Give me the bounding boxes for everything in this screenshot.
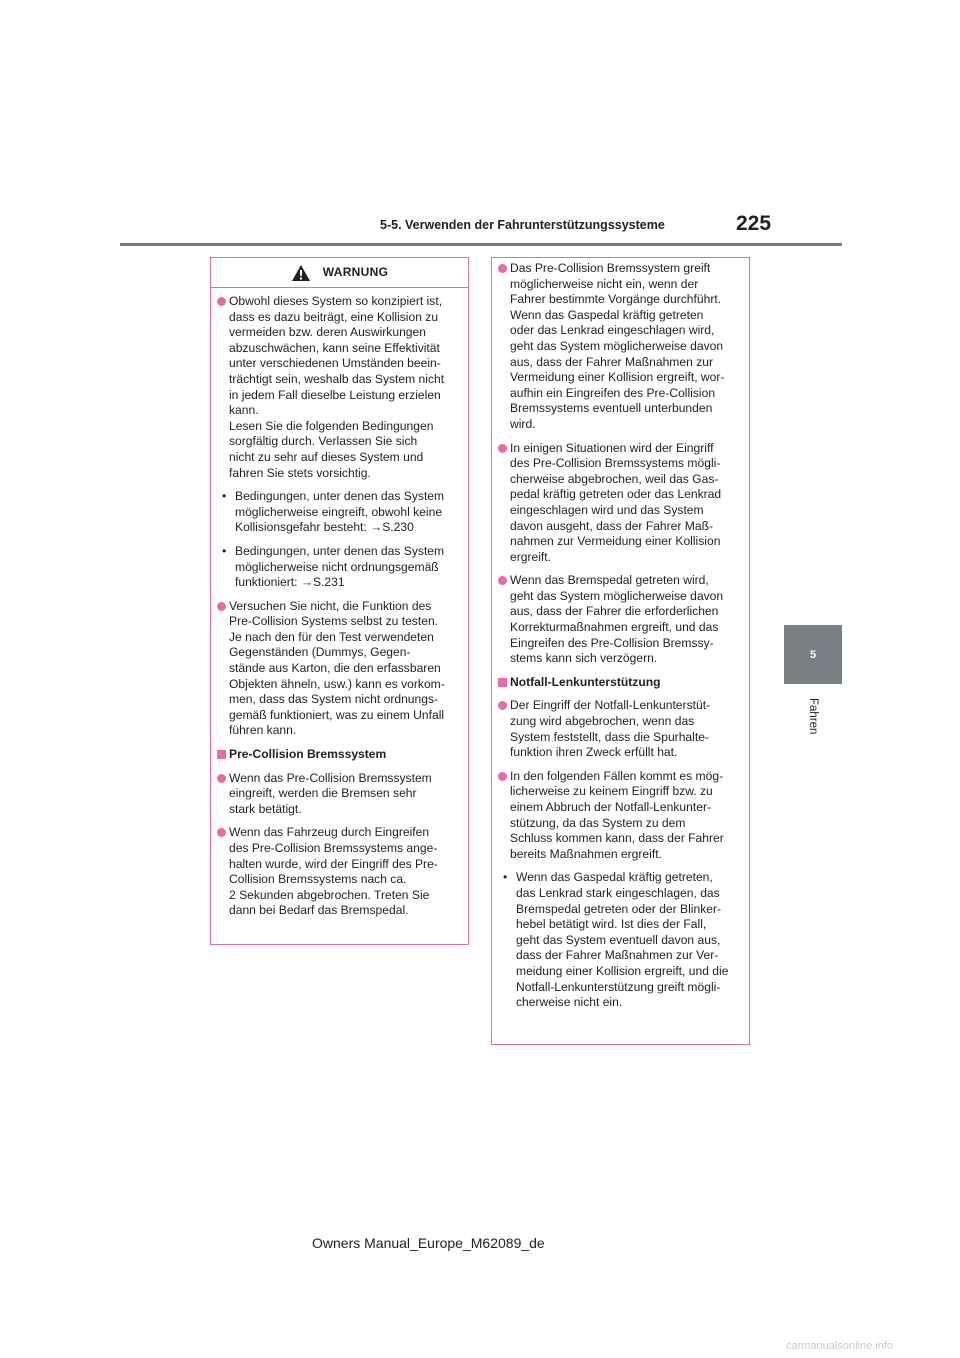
item-text: Der Eingriff der Notfall-Lenkunterstüt- zung wird abgebrochen, wenn das System feststellt, dass die Spurhalte- funktion ihren Zweck erfüllt hat.: [510, 698, 711, 760]
item-text: Wenn das Fahrzeug durch Eingreifen des Pre-Collision Bremssystems ange- halten wurde, wird der Eingriff des Pre- Collision Bremssystems nach ca. 2 Sekunden abgebrochen. Treten Sie dann bei Bedarf das Bremspedal.: [229, 825, 438, 918]
item-text: Versuchen Sie nicht, die Funktion des Pre-Collision Systems selbst zu testen. Je nach den für den Test verwendeten Gegenständen (Dummys, Gegen- stände aus Karton, die den erfassbaren Objekten ähneln, usw.) kann es vorkom- men, dass das System nicht ordnungs- gemäß funktioniert, was zu einem Unfall führen kann.: [229, 598, 445, 738]
item-text: Wenn das Bremspedal getreten wird, geht das System möglicherweise davon aus, dass der Fahrer die erforderlichen Korrekturmaßnahmen ergreift, und das Eingreifen des Pre-Collision Bremssy- stems kann sich verzögern.: [510, 573, 724, 666]
footer-text: Owners Manual_Europe_M62089_de: [312, 1235, 545, 1251]
item-text: In den folgenden Fällen kommt es mög- licherweise zu keinem Eingriff bzw. zu einem Abbruch der Notfall-Lenkunter- stützung, da das System zu dem Schluss kommen kann, dass der Fahrer bereits Maßnahmen ergreift.: [510, 768, 724, 861]
chapter-label: Fahren: [807, 697, 819, 735]
list-item: [217, 599, 458, 739]
sub-bullet-icon: •: [222, 489, 227, 504]
list-item: [217, 771, 458, 818]
warning-content-right: [492, 258, 749, 1011]
bullet-dot-icon: [217, 602, 226, 611]
list-item: [217, 825, 458, 919]
list-item: [498, 441, 739, 566]
item-text: Das Pre-Collision Bremssystem greift möglicherweise nicht ein, wenn der Fahrer bestimmte Vorgänge durchführt. Wenn das Gaspedal kräftig getreten oder das Lenkrad eingeschlagen wird, geht das System möglicherweise davon aus, dass der Fahrer Maßnahmen zur Vermeidung einer Kollision ergreift, wor- aufhin ein Eingreifen des Pre-Collision Bremssystems eventuell unterbunden wird.: [510, 261, 725, 431]
warning-title: WARNUNG: [322, 264, 389, 279]
bullet-dot-icon: [498, 576, 507, 585]
bullet-dot-icon: [498, 701, 507, 710]
bullet-dot-icon: [217, 774, 226, 783]
subsection-heading: [217, 747, 458, 763]
list-item: [217, 544, 458, 591]
list-item: [217, 489, 458, 536]
item-text: In einigen Situationen wird der Eingriff des Pre-Collision Bremssystems mögli- cherweise abgebrochen, weil das Gas- pedal kräftig getreten oder das Lenkrad eingeschlagen wird und das System davon ausgeht, dass der Fahrer Maß- nahmen zur Vermeidung einer Kollision ergreift.: [510, 440, 722, 564]
list-item: [498, 769, 739, 863]
warning-box-right: [491, 257, 750, 1045]
list-item: [498, 698, 739, 760]
bullet-dot-icon: [217, 297, 226, 306]
warning-header: [211, 258, 468, 288]
section-title: 5-5. Verwenden der Fahrunterstützungssysteme: [380, 218, 665, 232]
sub-bullet-icon: •: [503, 870, 508, 885]
list-item: [217, 294, 458, 481]
bullet-dot-icon: [498, 772, 507, 781]
watermark: carmanualsonline.info: [786, 1340, 894, 1352]
list-item: [498, 870, 739, 1010]
item-text: Bedingungen, unter denen das System möglicherweise nicht ordnungsgemäß funktioniert: →S.231: [235, 543, 445, 590]
item-text: Bedingungen, unter denen das System möglicherweise eingreift, obwohl keine Kollisionsgefahr besteht: →S.230: [235, 489, 445, 535]
subsection-heading: [498, 675, 739, 691]
item-text: Wenn das Gaspedal kräftig getreten, das Lenkrad stark eingeschlagen, das Bremspedal getreten oder der Blinker- hebel betätigt wird. Ist dies der Fall, geht das System eventuell davon aus, dass der Fahrer Maßnahmen zur Ver- meidung einer Kollision ergreift, und die Notfall-Lenkunterstützung greift mögli- cherweise nicht ein.: [516, 870, 729, 1010]
bullet-square-icon: [217, 750, 226, 759]
warning-triangle-icon: [291, 264, 311, 282]
bullet-dot-icon: [498, 444, 507, 453]
item-text: Pre-Collision Bremssystem: [229, 747, 387, 762]
warning-content-left: [211, 294, 468, 919]
chapter-tab: 5: [784, 625, 842, 684]
bullet-dot-icon: [217, 828, 226, 837]
sub-bullet-icon: •: [222, 543, 227, 558]
bullet-square-icon: [498, 678, 507, 687]
list-item: [498, 261, 739, 433]
list-item: [498, 573, 739, 667]
bullet-dot-icon: [498, 264, 507, 273]
item-text: Wenn das Pre-Collision Bremssystem eingreift, werden die Bremsen sehr stark betätigt.: [229, 770, 432, 816]
item-text: Obwohl dieses System so konzipiert ist, dass es dazu beiträgt, eine Kollision zu vermeiden bzw. deren Auswirkungen abzuschwächen, kann seine Effektivität unter verschiedenen Umständen beein- trächtigt sein, weshalb das System nicht in jedem Fall dieselbe Leistung erzielen kann. Lesen Sie die folgenden Bedingungen sorgfältig durch. Verlassen Sie sich nicht zu sehr auf dieses System und fahren Sie stets vorsichtig.: [229, 294, 445, 480]
header-rule: [120, 243, 842, 246]
warning-box-left: [210, 257, 469, 945]
page-number: 225: [736, 212, 772, 235]
item-text: Notfall-Lenkunterstützung: [510, 674, 661, 689]
